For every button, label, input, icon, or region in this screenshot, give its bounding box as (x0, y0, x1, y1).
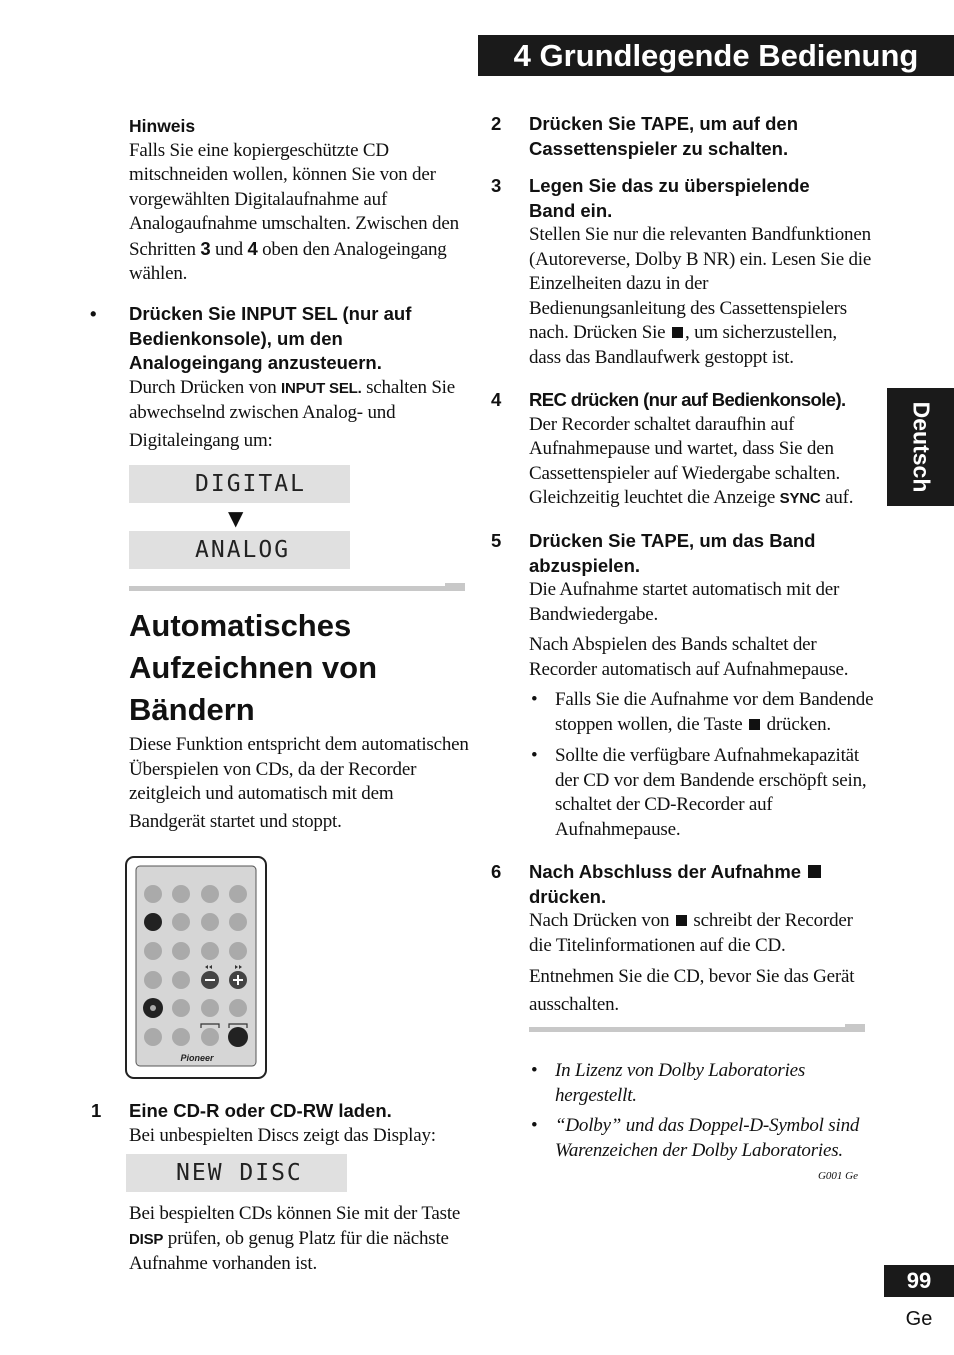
hinweis-note (129, 114, 469, 287)
page-number: 99 (884, 1265, 954, 1297)
step-6-body: Entnehmen Sie die CD, bevor Sie das Gerät (529, 966, 855, 987)
section-title-line-3: Bändern (129, 692, 255, 727)
dolby-note-1 (555, 1059, 875, 1108)
page-language-code: Ge (905, 1308, 933, 1330)
step-5-bullet-line: stoppen wollen, die Taste drücken. (555, 713, 831, 735)
step-1-body-2: Bei bespielten CDs können Sie mit der Taste (129, 1203, 461, 1224)
stop-icon (749, 719, 760, 730)
display-digital: DIGITAL (129, 465, 350, 503)
hinweis-line-5: Schritten 3 und 4 oben den Analogeingang (129, 237, 447, 260)
step-3-body: Einzelheiten dazu in der (529, 273, 709, 294)
step-1-body-4: Aufnahme vorhanden ist. (129, 1253, 317, 1274)
step-1-body (129, 1202, 474, 1277)
step-5-bullet-1 (555, 688, 875, 737)
step-1 (129, 1099, 474, 1148)
section-body (129, 733, 474, 834)
bullet-marker: • (531, 1115, 538, 1136)
hinweis-line-1: Falls Sie eine kopiergeschützte CD (129, 139, 389, 161)
section-divider (129, 586, 465, 591)
stop-icon (672, 327, 683, 338)
dolby-note-line: In Lizenz von Dolby Laboratories (555, 1060, 806, 1081)
step-6-number: 6 (491, 861, 502, 882)
bullet-marker: • (90, 303, 97, 324)
dolby-note-line: hergestellt. (555, 1084, 637, 1106)
step-1-heading: Eine CD-R oder CD-RW laden. (129, 1100, 392, 1121)
step-4-body: Cassettenspieler auf Wiedergabe schalten. (529, 462, 841, 484)
section-title (129, 605, 469, 731)
step-6-body: die Titelinformationen auf die CD. (529, 934, 786, 956)
bullet-marker: • (531, 689, 538, 710)
step-1-body-3: DISP prüfen, ob genug Platz für die nächste (129, 1227, 449, 1249)
bullet-marker: • (531, 745, 538, 766)
dolby-note-2 (555, 1114, 875, 1163)
step-3-heading-1: Legen Sie das zu überspielende (529, 175, 810, 196)
step-5-bullet-line: Falls Sie die Aufnahme vor dem Bandende (555, 689, 874, 710)
section-body-line: Diese Funktion entspricht dem automatischen (129, 734, 469, 755)
step-5-bullet-line: Aufnahmepause. (555, 818, 681, 840)
input-sel-body-2: abwechselnd zwischen Analog- und (129, 402, 396, 423)
section-body-line: Bandgerät startet und stoppt. (129, 810, 342, 832)
step-5-body: Recorder automatisch auf Aufnahmepause. (529, 658, 849, 680)
step-3-body: Stellen Sie nur die relevanten Bandfunktionen (529, 224, 871, 245)
step-4-body: Aufnahmepause und wartet, dass Sie den (529, 438, 834, 459)
step-1-number: 1 (91, 1100, 102, 1121)
input-sel-body-1: Durch Drücken von INPUT SEL. schalten Sie (129, 376, 455, 398)
input-sel-heading-1: Drücken Sie INPUT SEL (nur auf (129, 303, 412, 324)
step-3 (529, 174, 874, 370)
step-5-bullet-line: schaltet der CD-Recorder auf (555, 794, 773, 815)
step-4-heading: REC drücken (nur auf Bedienkonsole). (529, 389, 846, 410)
step-5-heading-2: abzuspielen. (529, 554, 641, 576)
section-body-line: Überspielen von CDs, da der Recorder (129, 758, 417, 780)
step-4-number: 4 (491, 389, 502, 410)
step-3-number: 3 (491, 175, 502, 196)
step-6-heading-2: drücken. (529, 885, 607, 907)
step-2-number: 2 (491, 113, 502, 134)
step-4 (529, 388, 874, 512)
hinweis-line-6: wählen. (129, 263, 188, 284)
input-sel-heading-3: Analogeingang anzusteuern. (129, 352, 382, 373)
language-tab (887, 388, 954, 506)
stop-icon (676, 915, 687, 926)
stop-icon (808, 865, 821, 878)
input-sel-instruction (129, 302, 474, 453)
step-3-body: (Autoreverse, Dolby B NR) ein. Lesen Sie die (529, 248, 872, 270)
section-body-line: zeitgleich und automatisch mit dem (129, 783, 394, 804)
step-6-heading-1: Nach Abschluss der Aufnahme (529, 860, 874, 885)
step-5-heading-1: Drücken Sie TAPE, um das Band (529, 530, 816, 551)
step-6-body: ausschalten. (529, 993, 619, 1015)
step-6 (529, 860, 874, 1017)
page-header: 4 Grundlegende Bedienung (478, 35, 954, 76)
remote-control-illustration (125, 856, 267, 1079)
step-2-heading-1: Drücken Sie TAPE, um auf den (529, 113, 798, 134)
step-5-bullet-2 (555, 744, 875, 842)
step-5-body: Nach Abspielen des Bands schaltet der (529, 634, 817, 655)
step-3-body: nach. Drücken Sie , um sicherzustellen, (529, 322, 837, 343)
hinweis-line-4: Analogaufnahme umschalten. Zwischen den (129, 213, 459, 234)
step-5-bullet-line: der CD vor dem Bandende erschöpft sein, (555, 769, 867, 791)
step-2 (529, 112, 874, 161)
input-sel-heading-2: Bedienkonsole), um den (129, 327, 343, 349)
input-sel-body-3: Digitaleingang um: (129, 429, 273, 451)
section-title-line-1: Automatisches (129, 608, 352, 643)
step-4-body: Der Recorder schaltet daraufhin auf (529, 413, 795, 435)
display-analog: ANALOG (129, 531, 350, 569)
section-title-line-2: Aufzeichnen von (129, 650, 378, 685)
language-tab-label: Deutsch (908, 401, 934, 493)
step-4-body: Gleichzeitig leuchtet die Anzeige SYNC auf. (529, 487, 854, 508)
pioneer-logo: Pioneer (180, 1053, 214, 1063)
step-6-body: Nach Drücken von schreibt der Recorder (529, 910, 853, 931)
bullet-marker: • (531, 1060, 538, 1081)
document-code: G001 Ge (817, 1170, 858, 1182)
step-3-body: dass das Bandlaufwerk gestoppt ist. (529, 346, 794, 368)
step-5 (529, 529, 874, 682)
step-5-body: Die Aufnahme startet automatisch mit der (529, 579, 840, 600)
notes-divider (529, 1027, 865, 1032)
step-5-bullet-line: Sollte die verfügbare Aufnahmekapazität (555, 745, 859, 766)
step-3-body: Bedienungsanleitung des Cassettenspielers (529, 297, 847, 319)
dolby-note-line: Warenzeichen der Dolby Laboratories. (555, 1139, 843, 1161)
step-1-body-1: Bei unbespielten Discs zeigt das Display: (129, 1124, 436, 1146)
hinweis-line-3: vorgewählten Digitalaufnahme auf (129, 188, 388, 210)
hinweis-line-2: mitschneiden wollen, können Sie von der (129, 164, 436, 185)
remote-control-icon (125, 856, 267, 1079)
step-3-heading-2: Band ein. (529, 199, 613, 221)
step-5-number: 5 (491, 530, 502, 551)
display-new-disc: NEW DISC (126, 1154, 347, 1192)
step-2-heading-2: Cassettenspieler zu schalten. (529, 137, 789, 159)
step-5-body: Bandwiedergabe. (529, 603, 659, 625)
down-arrow-icon: ▼ (228, 506, 244, 530)
hinweis-title: Hinweis (129, 116, 196, 136)
dolby-note-line: “Dolby” und das Doppel-D-Symbol sind (555, 1115, 860, 1136)
